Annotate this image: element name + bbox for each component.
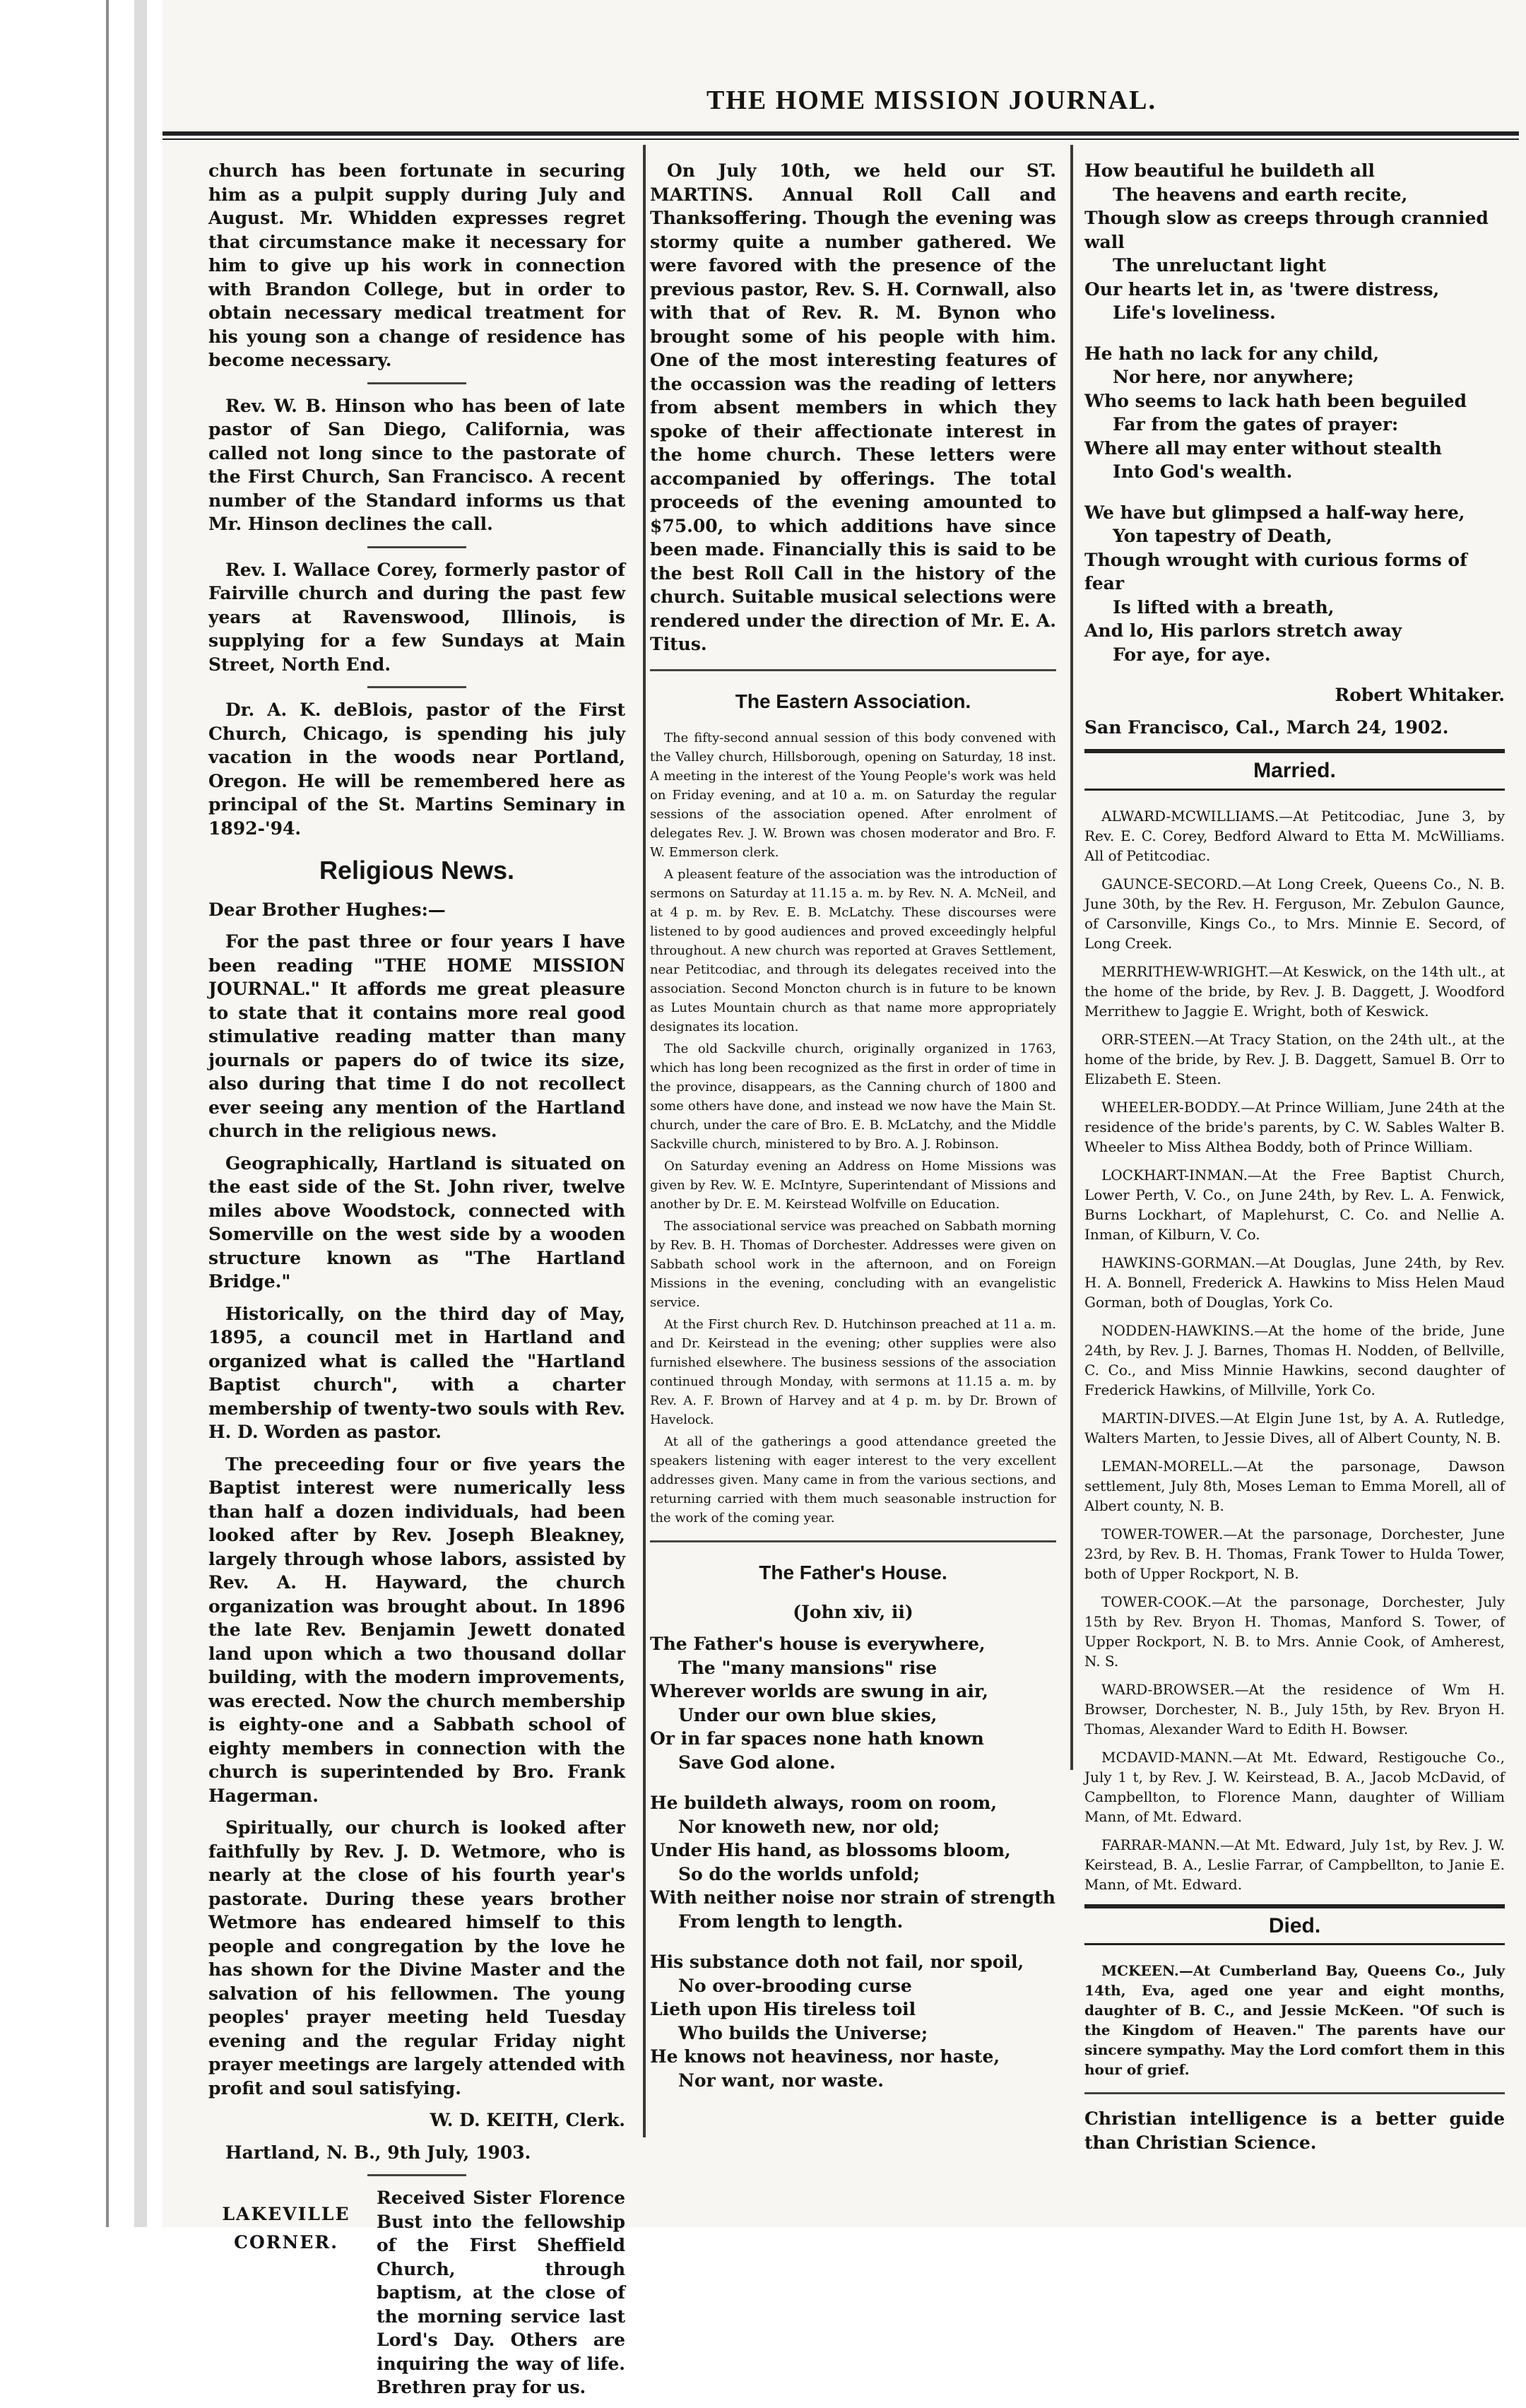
page-edge-line <box>106 0 109 2227</box>
section-heading: The Eastern Association. <box>735 690 971 712</box>
poem-line: Our hearts let in, as 'twere distress, <box>1084 278 1440 300</box>
lakeville-notice <box>208 2186 625 2408</box>
poem-line: And lo, His parlors stretch away <box>1084 620 1402 641</box>
married-heading: Married. <box>1084 749 1505 791</box>
masthead-rule-thin <box>162 138 1519 140</box>
column-divider-1 <box>643 145 646 2137</box>
notice-text: Received Sister Florence Bust into the fellowship of the First Sheffield Church, through baptism, at the close of the morning service last Lord's Day. Others are inquiring the way of life. Brethren pray for us. <box>377 2188 625 2397</box>
paragraph: The old Sackville church, originally organized in 1763, which has long been recognized as the first in order of time in the province, disappears, as the Canning church of 1800 and some others have done, and instead we now have the Main St. church, under the care of Bro. E. B. McLatchy, and the Middle Sackville church, ministered to by Bro. A. J. Robinson. <box>650 1041 1056 1152</box>
paragraph: Historically, on the third day of May, 1895, a council met in Hartland and organized what is called the "Hartland Baptist church", with a charter membership of twenty-two souls with Rev. H. D. Worden as pastor. <box>208 1303 625 1442</box>
paragraph: Rev. I. Wallace Corey, formerly pastor of Fairville church and during the past few years at Ravenswood, Illinois, is supplying for a few Sundays at Main Street, North End. <box>208 559 625 675</box>
poem-line: Though slow as creeps through crannied wall <box>1084 208 1489 252</box>
poem-stanza <box>1084 342 1505 484</box>
eastern-association-report <box>650 728 1056 1528</box>
poem-line: No over-brooding curse <box>678 1975 912 1996</box>
poem-line: Wherever worlds are swung in air, <box>650 1681 988 1701</box>
page-edge <box>0 0 147 2227</box>
poem-line: Who seems to lack hath been beguiled <box>1084 390 1467 411</box>
poem-line: Who builds the Universe; <box>678 2022 928 2043</box>
marriage-notice: MARTIN-DIVES.—At Elgin June 1st, by A. A. Rutledge, Walters Marten, to Jessie Dives, all of Albert County, N. B. <box>1084 1409 1505 1446</box>
poem-line: Yon tapestry of Death, <box>1113 526 1332 546</box>
poem-line: The heavens and earth recite, <box>1113 184 1408 205</box>
poem-line: The unreluctant light <box>1113 255 1327 276</box>
poem-line: We have but glimpsed a half-way here, <box>1084 502 1465 523</box>
paragraph: Rev. W. B. Hinson who has been of late pastor of San Diego, California, was called not long since to the pastorate of the First Church, San Francisco. A recent number of the Standard informs us that Mr. Hinson declines the call. <box>208 395 625 534</box>
poem-reference: (John xiv, ii) <box>793 1601 913 1622</box>
poem-stanza <box>1084 501 1505 667</box>
poem-line: Far from the gates of prayer: <box>1113 414 1399 435</box>
notice-label: LAKEVILLE CORNER. <box>222 2204 350 2253</box>
marriage-notice: TOWER-TOWER.—At the parsonage, Dorchester, June 23rd, by Rev. B. H. Thomas, Frank Tower to Hulda Tower, both of Upper Rockport, N. B. <box>1084 1525 1505 1582</box>
poem-line: Save God alone. <box>678 1752 836 1773</box>
closing-remark: Christian intelligence is a better guide than Christian Science. <box>1084 2108 1505 2153</box>
poem-stanza <box>1084 159 1505 325</box>
marriage-notice: ALWARD-MCWILLIAMS.—At Petitcodiac, June 3, by Rev. E. C. Corey, Bedford Alward to Etta M. McWilliams. All of Petitcodiac. <box>1084 807 1505 864</box>
marriage-notice: HAWKINS-GORMAN.—At Douglas, June 24th, by Rev. H. A. Bonnell, Frederick A. Hawkins to Miss Helen Maud Gorman, both of Douglas, York Co. <box>1084 1253 1505 1311</box>
marriage-notice: GAUNCE-SECORD.—At Long Creek, Queens Co., N. B. June 30th, by the Rev. H. Ferguson, Mr. Zebulon Gaunce, of Carsonville, Kings Co., to Mrs. Minnie E. Secord, of Long Creek. <box>1084 875 1505 952</box>
poem <box>650 1632 1056 2092</box>
marriage-notice: ORR-STEEN.—At Tracy Station, on the 24th ult., at the home of the bride, by Rev. J. B. Daggett, Samuel B. Orr to Elizabeth E. Steen. <box>1084 1030 1505 1087</box>
death-notice: MCKEEN.—At Cumberland Bay, Queens Co., July 14th, Eva, aged one year and eight months, daughter of B. C., and Jessie McKeen. "Of such is the Kingdom of Heaven." The parents have our sincere sympathy. May the Lord comfort them in this hour of grief. <box>1084 1962 1505 2078</box>
marriage-notice: MCDAVID-MANN.—At Mt. Edward, Restigouche Co., July 1 t, by Rev. J. W. Keirstead, B. A., Jacob McDavid, of Campbellton, to Florence Mann, daughter of William Mann, of Mt. Edward. <box>1084 1748 1505 1825</box>
marriage-notice: WARD-BROWSER.—At the residence of Wm H. Browser, Dorchester, N. B., July 15th, by Rev. Bryon H. Thomas, Alexander Ward to Edith H. Bowser. <box>1084 1680 1505 1737</box>
poem-line: Under His hand, as blossoms bloom, <box>650 1840 1011 1860</box>
masthead <box>162 78 1519 141</box>
separator <box>650 669 1056 671</box>
paragraph: The fifty-second annual session of this body convened with the Valley church, Hillsborough, opening on Saturday, 18 inst. A meeting in the interest of the Young People's work was held on Friday evening, and at 10 a. m. on Saturday the regular sessions of the association opened. After enrolment of delegates Rev. J. W. Brown was chosen moderator and Bro. F. W. Emmerson clerk. <box>650 731 1056 860</box>
paragraph: On Saturday evening an Address on Home Missions was given by Rev. W. E. McIntyre, Superintendant of Missions and another by Dr. E. M. Keirstead Wolfville on Education. <box>650 1159 1056 1212</box>
poem-author: Robert Whitaker. <box>1335 685 1505 705</box>
poem-line: Life's loveliness. <box>1113 302 1276 323</box>
salutation: Dear Brother Hughes:— <box>208 899 446 920</box>
page-title: THE HOME MISSION JOURNAL. <box>706 85 1157 115</box>
died-heading: Died. <box>1084 1904 1505 1946</box>
column-right <box>1084 159 1505 2171</box>
column-left <box>208 159 625 2397</box>
poem-line: He knows not heaviness, nor haste, <box>650 2046 1000 2067</box>
poem-line: Under our own blue skies, <box>678 1704 938 1725</box>
poem-line: So do the worlds unfold; <box>678 1863 920 1884</box>
poem-line: Into God's wealth. <box>1113 461 1293 482</box>
marriage-notice: NODDEN-HAWKINS.—At the home of the bride, June 24th, by Rev. J. J. Barnes, Thomas H. Nodden, of Bellville, C. Co., and Miss Minnie Hawkins, second daughter of Frederick Hawkins, of Millville, York Co. <box>1084 1321 1505 1398</box>
paragraph: church has been fortunate in securing him as a pulpit supply during July and August. Mr. Whidden expresses regret that circumstance make it necessary for him to give up his work in connection with Brandon College, but in order to obtain necessary medical treatment for his young son a change of residence has become necessary. <box>208 160 625 370</box>
poem-line: Nor want, nor waste. <box>678 2070 884 2091</box>
poem-line: Nor here, nor anywhere; <box>1113 367 1354 387</box>
marriage-notice: TOWER-COOK.—At the parsonage, Dorchester, July 15th by Rev. Bryon H. Thomas, Manford S. Tower, of Upper Rockport, N. B. to Mrs. Annie Cook, of Amherest, N. S. <box>1084 1593 1505 1670</box>
poem-line: With neither noise nor strain of strength <box>650 1887 1055 1908</box>
paragraph: For the past three or four years I have been reading "THE HOME MISSION JOURNAL." It affords me great pleasure to state that it contains more real good stimulative reading matter than many journals or papers do of twice its size, also during that time I do not recollect ever seeing any mention of the Hartland church in the religious news. <box>208 931 625 1141</box>
paragraph: On July 10th, we held our ST. MARTINS. Annual Roll Call and Thanksoffering. Though the evening was stormy quite a number gathered. We were favored with the presence of the previous pastor, Rev. S. H. Cornwall, also with that of Rev. R. M. Bynon who brought some of his people with him. One of the most interesting features of the occassion was the reading of letters from absent members in which they spoke of their affectionate interest in the home church. These letters were accompanied by offerings. The total proceeds of the evening amounted to $75.00, to which additions have since been made. Financially this is said to be the best Roll Call in the history of the church. Suitable musical selections were rendered under the direction of Mr. E. A. Titus. <box>650 160 1056 654</box>
masthead-rule <box>162 131 1519 136</box>
separator <box>1084 2092 1505 2094</box>
paragraph: Dr. A. K. deBlois, pastor of the First Church, Chicago, is spending his july vacation in the woods near Portland, Oregon. He will be remembered here as principal of the St. Martins Seminary in 1892-'94. <box>208 700 625 839</box>
poem-place: San Francisco, Cal., March 24, 1902. <box>1084 716 1449 738</box>
poem-line: Where all may enter without stealth <box>1084 437 1442 459</box>
column-divider-2 <box>1070 145 1073 1770</box>
dateline: Hartland, N. B., 9th July, 1903. <box>225 2142 531 2163</box>
poem-line: From length to length. <box>678 1911 904 1932</box>
poem-stanza <box>650 1791 1056 1933</box>
poem-stanza <box>650 1950 1056 2092</box>
column-middle <box>650 159 1056 2171</box>
poem-line: For aye, for aye. <box>1113 644 1271 665</box>
poem-line: Lieth upon His tireless toil <box>650 1999 916 2019</box>
paragraph: Geographically, Hartland is situated on the east side of the St. John river, twelve miles above Woodstock, connected with Somerville on the west side by a wooden structure known as "The Hartland Bridge." <box>208 1152 625 1292</box>
separator <box>367 2174 466 2176</box>
paragraph: A pleasent feature of the association was the introduction of sermons on Saturday at 11.15 a. m. by Rev. N. A. McNeil, and at 4 p. m. by Rev. E. B. McLatchy. These discourses were listened to by good audiences and proved exceedingly helpful throughout. A new church was reported at Graves Settlement, near Petitcodiac, and through its delegates received into the association. Second Moncton church is in future to be known as Lutes Mountain church as that name more appropriately designates its location. <box>650 867 1056 1034</box>
section-heading: Religious News. <box>319 856 515 885</box>
paragraph: At the First church Rev. D. Hutchinson preached at 11 a. m. and Dr. Keirstead in the evening; other supplies were also furnished elsewhere. The business sessions of the association continued through Monday, with sermons at 11.15 a. m. by Rev. A. F. Brown of Harvey and at 4 p. m. by Dr. Brown of Havelock. <box>650 1317 1056 1427</box>
marriage-notice: WHEELER-BODDY.—At Prince William, June 24th at the residence of the bride's parents, by C. W. Sables Walter B. Wheeler to Miss Althea Boddy, both of Prince William. <box>1084 1098 1505 1155</box>
poem-stanza <box>650 1632 1056 1774</box>
poem-line: His substance doth not fail, nor spoil, <box>650 1952 1024 1972</box>
separator <box>650 1540 1056 1542</box>
poem-title: The Father's House. <box>759 1562 947 1583</box>
poem-line: The "many mansions" rise <box>678 1657 938 1678</box>
paragraph: The associational service was preached on Sabbath morning by Rev. B. H. Thomas of Dorchester. Addresses were given on Sabbath school work in the afternoon, and on Foreign Missions in the evening, concluding with an evangelistic service. <box>650 1219 1056 1310</box>
marriage-notice: MERRITHEW-WRIGHT.—At Keswick, on the 14th ult., at the home of the bride, by Rev. J. B. Daggett, J. Woodford Merrithew to Jaggie E. Wright, both of Keswick. <box>1084 962 1505 1020</box>
poem-continued <box>1084 159 1505 666</box>
signature: W. D. KEITH, Clerk. <box>430 2110 625 2130</box>
separator <box>367 686 466 688</box>
married-notices <box>1084 806 1505 1894</box>
marriage-notice: LOCKHART-INMAN.—At the Free Baptist Church, Lower Perth, V. Co., on June 24th, by Rev. L. A. Fenwick, Burns Lockhart, of Maplehurst, C. Co. and Nellie A. Inman, of Kilburn, V. Co. <box>1084 1166 1505 1243</box>
poem-line: Nor knoweth new, nor old; <box>678 1816 940 1837</box>
paragraph: Spiritually, our church is looked after faithfully by Rev. J. D. Wetmore, who is nearly at the close of his fourth year's pastorate. During these years brother Wetmore has endeared himself to this people and congregation by the love he has shown for the Divine Master and the salvation of his fellowmen. The young peoples' prayer meeting held Tuesday evening and the regular Friday night prayer meetings are largely attended with profit and soul satisfying. <box>208 1817 625 2099</box>
poem-line: He buildeth always, room on room, <box>650 1793 998 1813</box>
poem-line: The Father's house is everywhere, <box>650 1634 986 1654</box>
poem-line: He hath no lack for any child, <box>1084 343 1380 364</box>
poem-line: How beautiful he buildeth all <box>1084 160 1375 181</box>
paragraph: At all of the gatherings a good attendance greeted the speakers listening with eager interest to the very excellent addresses given. Many came in from the various sections, and returning carried with them much seasonable instruction for the work of the coming year. <box>650 1434 1056 1525</box>
poem-line: Is lifted with a breath, <box>1113 596 1335 618</box>
marriage-notice: FARRAR-MANN.—At Mt. Edward, July 1st, by Rev. J. W. Keirstead, B. A., Leslie Farrar, of Campbellton, to Janie E. Mann, of Mt. Edward. <box>1084 1836 1505 1893</box>
separator <box>367 382 466 384</box>
poem-line: Though wrought with curious forms of fear <box>1084 549 1467 594</box>
marriage-notice: LEMAN-MORELL.—At the parsonage, Dawson settlement, July 8th, Moses Leman to Emma Morell, all of Albert county, N. B. <box>1084 1457 1505 1514</box>
separator <box>367 546 466 548</box>
paragraph: The preceeding four or five years the Baptist interest were numerically less than half a dozen individuals, had been looked after by Rev. Joseph Bleakney, largely through whose labors, assisted by Rev. A. H. Hayward, the church organization was brought about. In 1896 the late Rev. Benjamin Jewett donated land upon which a two thousand dollar building, with the modern improvements, was erected. Now the church membership is eighty-one and a Sabbath school of eighty members in connection with the church is superintended by Bro. Frank Hagerman. <box>208 1453 625 1806</box>
poem-line: Or in far spaces none hath known <box>650 1728 984 1749</box>
